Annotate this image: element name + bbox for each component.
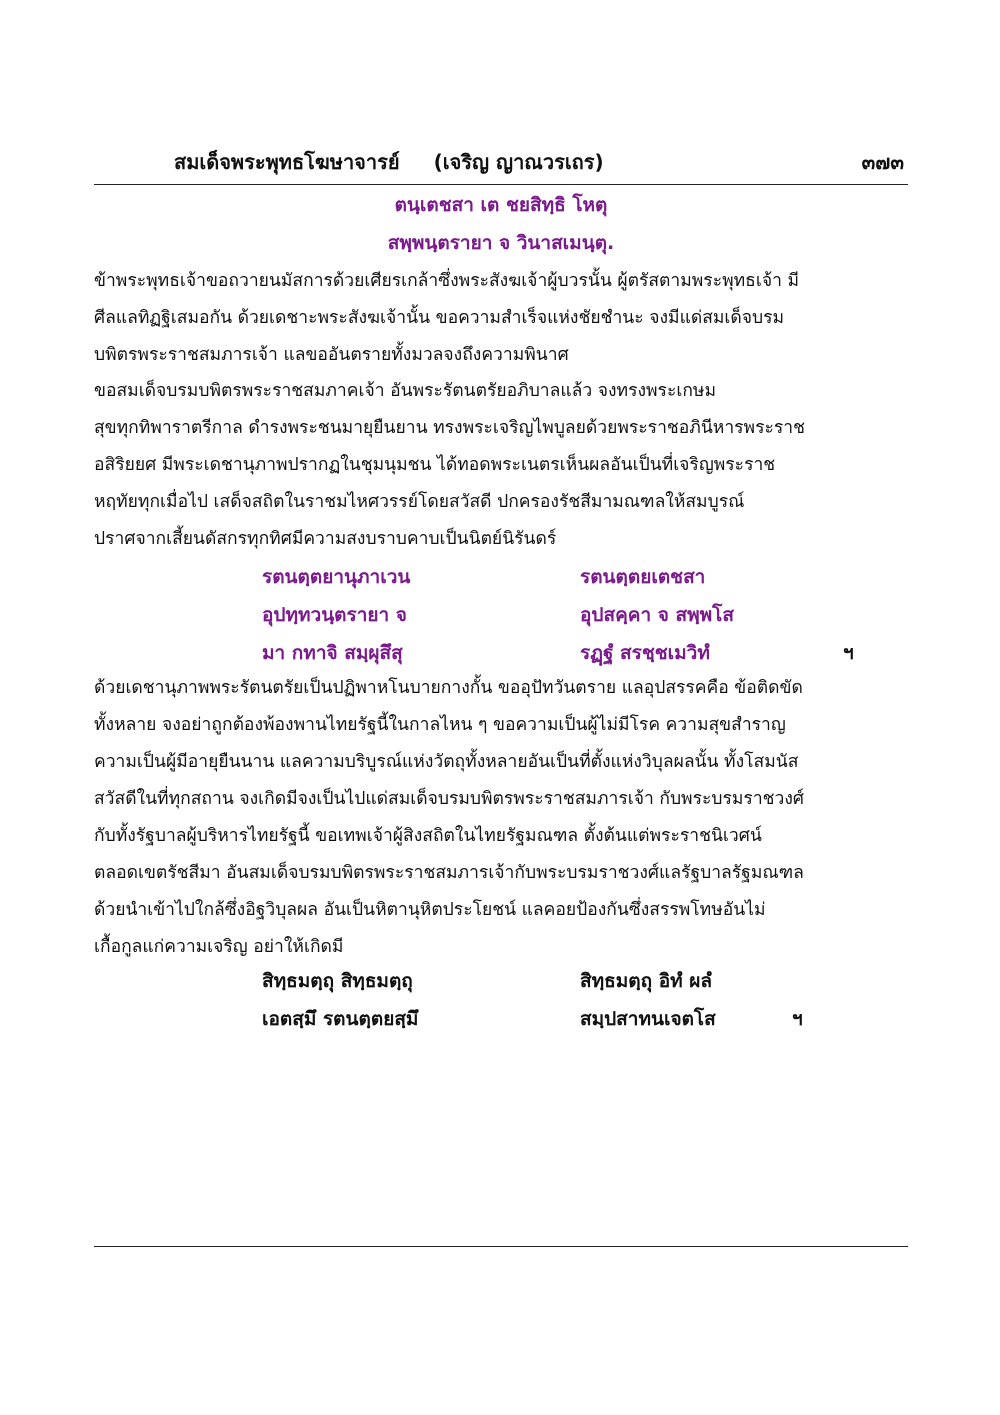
paragraph-line: ทั้งหลาย จงอย่าถูกต้องพ้องพานไทยรัฐนี้ในกาลไหน ๆ ขอความเป็นผู้ไม่มีโรค ความสุขสำราญ <box>94 715 786 735</box>
opening-verse-line-2: สพฺพนฺตรายา จ วินาสเมนฺตุ. <box>387 232 615 254</box>
middle-verse-right-3: รฏฺฐํ สรชฺชเมวิทํ <box>580 642 710 664</box>
paragraph-line: ปราศจากเสี้ยนดัสกรทุกทิศมีความสงบราบคาบเป็นนิตย์นิรันดร์ <box>94 529 557 549</box>
paragraph-2 <box>94 373 908 558</box>
paragraph-line: ด้วยนำเข้าไปใกล้ซึ่งอิฐวิบุลผล อันเป็นหิตานุหิตประโยชน์ แลคอยป้องกันซึ่งสรรพโทษอันไม่ <box>94 900 766 920</box>
paragraph-line: สุขทุกทิพาราตรีกาล ดำรงพระชนมายุยืนยาน ทรงพระเจริญไพบูลยด้วยพระราชอภินีหารพระราช <box>94 418 805 438</box>
footer-rule <box>94 1246 908 1247</box>
paragraph-3 <box>94 670 908 966</box>
paragraph-line: เกื้อกูลแก่ความเจริญ อย่าให้เกิดมี <box>94 937 344 957</box>
paragraph-line: กับทั้งรัฐบาลผู้บริหารไทยรัฐนี้ ขอเทพเจ้าผู้สิงสถิตในไทยรัฐมณฑล ตั้งต้นแต่พระราชนิเวศน์ <box>94 826 762 846</box>
paragraph-line: ขอสมเด็จบรมบพิตรพระราชสมภาคเจ้า อันพระรัตนตรัยอภิบาลแล้ว จงทรงพระเกษม <box>94 381 717 401</box>
header-author <box>174 146 604 178</box>
middle-verse-right-1: รตนตฺตยเตชสา <box>580 566 706 588</box>
paragraph-line: ตลอดเขตรัชสีมา อันสมเด็จบรมบพิตรพระราชสมภารเจ้ากับพระบรมราชวงศ์แลรัฐบาลรัฐมณฑล <box>94 863 804 883</box>
closing-verse-right-1: สิทฺธมตฺถุ อิทํ ผลํ <box>580 970 713 992</box>
paragraph-line: ข้าพระพุทธเจ้าขอถวายนมัสการด้วยเศียรเกล้าซึ่งพระสังฆเจ้าผู้บวรนั้น ผู้ตรัสตามพระพุทธเจ้า มี <box>94 271 800 291</box>
header-rule <box>94 184 908 185</box>
closing-verse-left-1: สิทฺธมตฺถุ สิทฺธมตฺถุ <box>262 970 413 992</box>
paragraph-line: บพิตรพระราชสมภารเจ้า แลขออันตรายทั้งมวลจงถึงความพินาศ <box>94 345 569 365</box>
header-author-name: สมเด็จพระพุทธโฆษาจารย์ <box>174 150 400 174</box>
paragraph-line: อสิริยยศ มีพระเดชานุภาพปรากฏในชุมนุมชน ได้ทอดพระเนตรเห็นผลอันเป็นที่เจริญพระราช <box>94 455 776 475</box>
paragraph-line: ความเป็นผู้มีอายุยืนนาน แลความบริบูรณ์แห่งวัตถุทั้งหลายอันเป็นที่ตั้งแห่งวิบุลผลนั้น ทั้งโสมนัส <box>94 752 799 772</box>
middle-verse-right-2: อุปสคฺคา จ สพฺพโส <box>580 604 734 626</box>
page-header <box>94 146 908 180</box>
opening-verse-line-1: ตนฺเตชสา เต ชยสิทฺธิ โหตุ <box>394 194 608 216</box>
paragraph-line: หฤทัยทุกเมื่อไป เสด็จสถิตในราชมไหศวรรย์โดยสวัสดี ปกครองรัชสีมามณฑลให้สมบูรณ์ <box>94 492 745 512</box>
header-author-parenthetical: (เจริญ ญาณวรเถร) <box>433 150 604 174</box>
middle-verse-left-3: มา กทาจิ สมฺผุสึสุ <box>262 642 403 664</box>
closing-verse-right-2: สมฺปสาทนเจตโส <box>580 1008 716 1030</box>
paragraph-line: สวัสดีในที่ทุกสถาน จงเกิดมีจงเป็นไปแด่สมเด็จบรมบพิตรพระราชสมภารเจ้า กับพระบรมราชวงศ์ <box>94 789 805 809</box>
paragraph-line: ด้วยเดชานุภาพพระรัตนตรัยเป็นปฏิพาหโนบายกางกั้น ขออุปัทวันตราย แลอุปสรรคคือ ข้อติดขัด <box>94 678 803 698</box>
paragraph-1 <box>94 263 908 374</box>
page-number: ๓๗๓ <box>861 150 904 174</box>
middle-verse-left-1: รตนตฺตยานุภาเวน <box>262 566 411 588</box>
middle-verse-end-mark: ฯ <box>843 642 854 664</box>
paragraph-line: ศีลแลทิฏฐิเสมอกัน ด้วยเดชาะพระสังฆเจ้านั้น ขอความสำเร็จแห่งชัยชำนะ จงมีแด่สมเด็จบรม <box>94 308 785 328</box>
closing-verse-end-mark: ฯ <box>792 1008 803 1030</box>
closing-verse-left-2: เอตสฺมึ รตนตฺตยสฺมึ <box>262 1008 419 1030</box>
middle-verse-left-2: อุปทฺทวนฺตรายา จ <box>262 604 407 626</box>
